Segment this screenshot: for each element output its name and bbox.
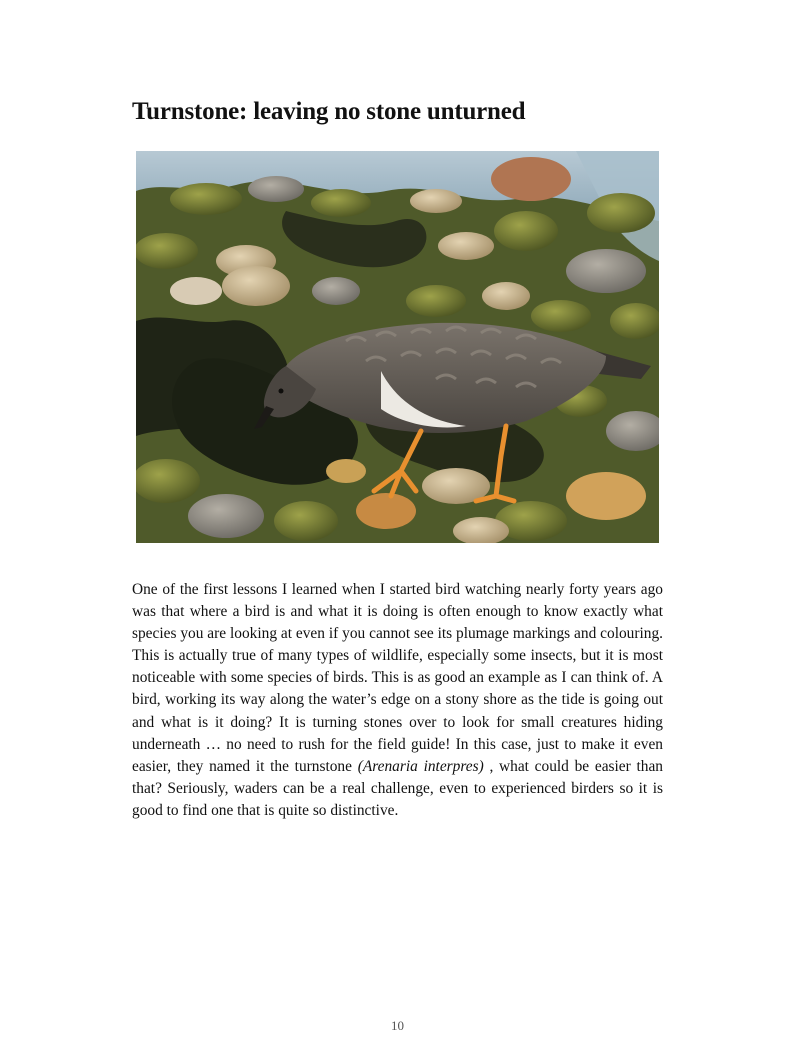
page-title: Turnstone: leaving no stone unturned: [132, 98, 526, 125]
paragraph-part-1: One of the first lessons I learned when I started bird watching nearly forty years ago was that where a bird is and what it is doing is often enough to know exactly what species you are looking at even if you cannot see its plumage markings and colouring. This is actually true of many types of wildlife, especially some insects, but it is most noticeable with some species of birds. This is as good an example as I can think of. A bird, working its way along the water’s edge on a stony shore as the tide is going out and what is it doing? It is turning stones over to look for small creatures hiding underneath … no need to rush for the field guide! In this case, just to make it even easier, they named it the turnstone: [132, 581, 663, 775]
page-number: 10: [391, 1018, 404, 1033]
paragraph-part-2: , what could be easier than that? Seriously, waders can be a real challenge, even to experienced birders so it is good to find one that is quite so distinctive.: [132, 757, 663, 819]
latin-species-name: (Arenaria interpres): [357, 757, 484, 775]
turnstone-photo: [136, 151, 659, 543]
body-paragraph: [132, 579, 663, 822]
